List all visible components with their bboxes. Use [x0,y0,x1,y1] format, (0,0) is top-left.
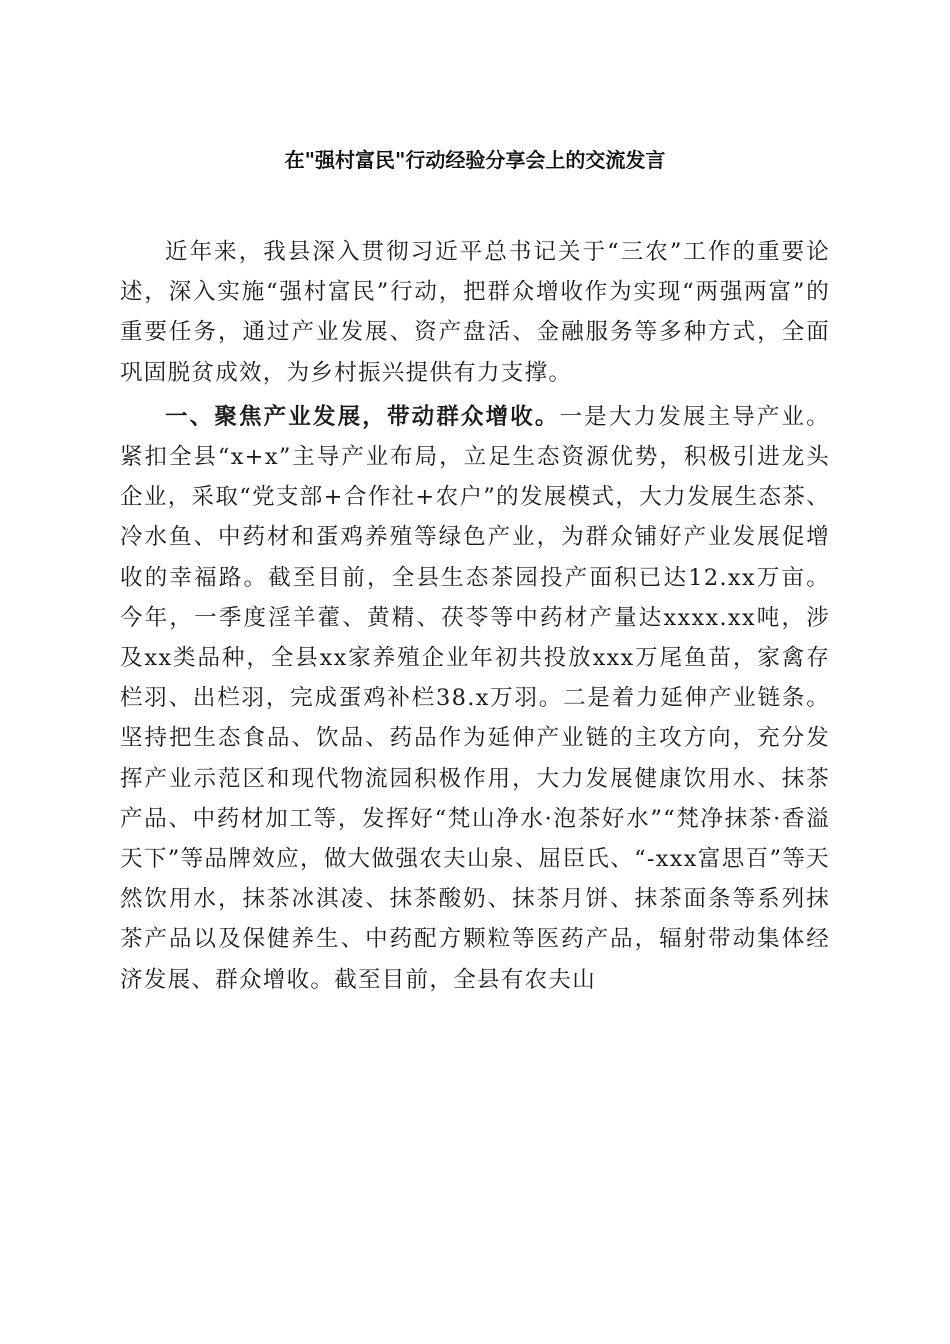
document-title: 在"强村富民"行动经验分享会上的交流发言 [284,148,666,172]
section-heading: 一、聚焦产业发展，带动群众增收。 [165,403,560,430]
paragraph-intro [120,232,830,393]
document-body [120,232,830,1000]
paragraph-text: 一是大力发展主导产业。紧扣全县“x+x”主导产业布局，立足生态资源优势，积极引进龙头企业，采取“党支部+合作社+农户”的发展模式，大力发展生态茶、冷水鱼、中药材和蛋鸡养殖等绿色产业，为群众铺好产业发展促增收的幸福路。截至目前，全县生态茶园投产面积已达12.xx万亩。今年，一季度淫羊藿、黄精、茯苓等中药材产量达xxxx.xx吨，涉及xx类品种，全县xx家养殖企业年初共投放xxx万尾鱼苗，家禽存栏羽、出栏羽，完成蛋鸡补栏38.x万羽。二是着力延伸产业链条。坚持把生态食品、饮品、药品作为延伸产业链的主攻方向，充分发挥产业示范区和现代物流园积极作用，大力发展健康饮用水、抹茶产品、中药材加工等，发挥好“梵山净水·泡茶好水”“梵净抹茶·香溢天下”等品牌效应，做大做强农夫山泉、屈臣氏、“-xxx富思百”等天然饮用水，抹茶冰淇凌、抹茶酸奶、抹茶月饼、抹茶面条等系列抹茶产品以及保健养生、中药配方颗粒等医药产品，辐射带动集体经济发展、群众增收。截至目前，全县有农夫山 [120,403,830,993]
paragraph-section-1 [120,397,830,1000]
paragraph-text: 近年来，我县深入贯彻习近平总书记关于“三农”工作的重要论述，深入实施“强村富民”行动，把群众增收作为实现“两强两富”的重要任务，通过产业发展、资产盘活、金融服务等多种方式，全面巩固脱贫成效，为乡村振兴提供有力支撑。 [120,239,830,386]
